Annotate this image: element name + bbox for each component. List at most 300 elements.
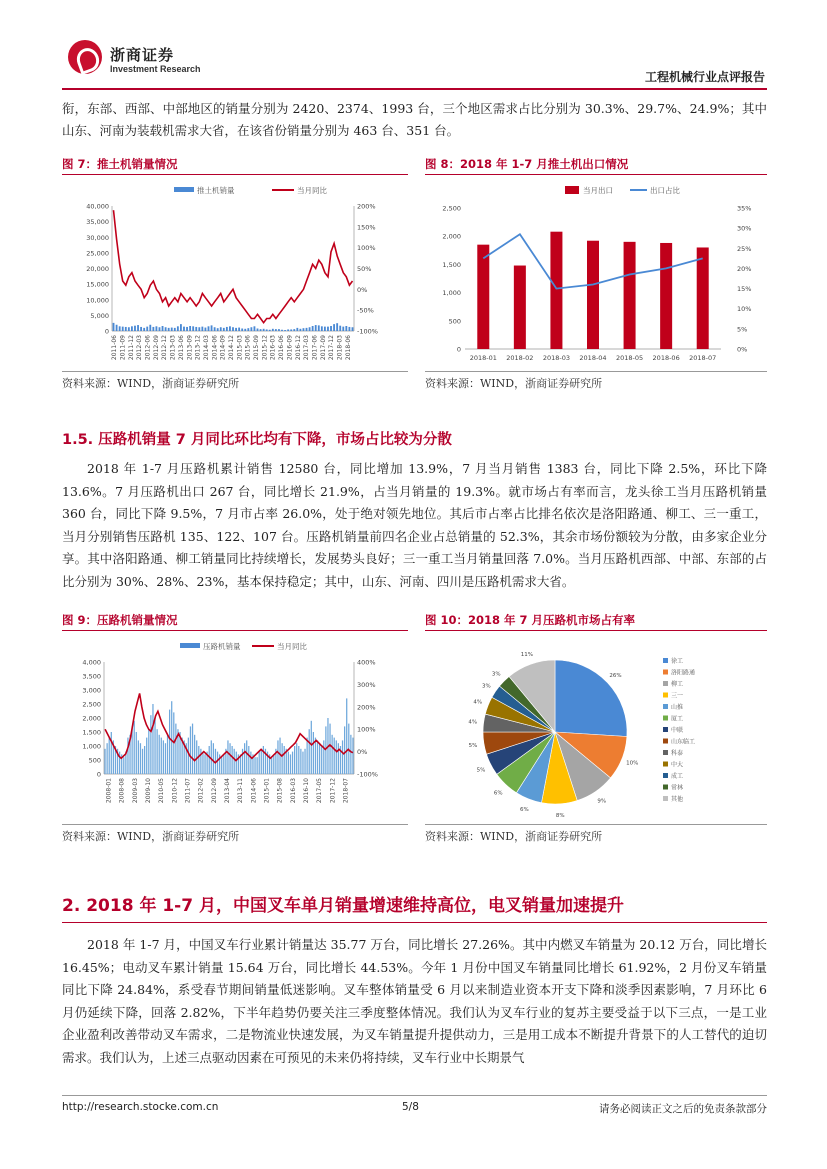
fig10-legend-swatch xyxy=(663,796,668,801)
fig9-bar xyxy=(296,743,297,774)
fig9-bar xyxy=(188,738,189,774)
fig10-slice-pct: 10% xyxy=(626,760,639,767)
fig7-bar xyxy=(250,327,252,331)
fig7-ytick-left: 25,000 xyxy=(86,249,109,258)
fig10-legend-swatch xyxy=(663,693,668,698)
fig7-bar xyxy=(155,326,157,331)
fig9-bar xyxy=(259,752,260,774)
fig7-bar xyxy=(269,330,271,331)
fig9-bar xyxy=(236,752,237,774)
section-2-body: 2018 年 1-7 月，中国叉车行业累计销量达 35.77 万台，同比增长 27.26%。其中内燃叉车销量为 20.12 万台，同比增长 16.45%；电动叉车累计销量 15.64 万台，同比增长 44.53%。今年 1 月份中国叉车销量同比增长 61.92%，2 月份叉车销量同比下降 24.84%，系受春节期间销量低迷影响。叉车整体销量受 6 月以来制造业资本开支下降和淡季因素影响，7 月环比 6 月仍延续下降，回落 2.82%，下半年趋势仍要关注三季度整体情况。我们认为叉车行业的复苏主要受益于以下三点，一是工业企业盈利改善带动叉车需求，二是物流业快速发展，为叉车销量提升提供动力，三是用工成本不断提升背景下的人工替代的迫切需求。我们认为，上述三点驱动因素在可预见的未来仍将持续，叉车行业中长期景气 xyxy=(62,937,767,1065)
fig7-xtick: 2011-12 xyxy=(127,335,135,361)
fig8-legend-line: 出口占比 xyxy=(650,186,680,195)
paragraph-loader: 衔，东部、西部、中部地区的销量分别为 2420、2374、1993 台，三个地区需求占比分别为 30.3%、29.7%、24.9%；其中山东、河南为装载机需求大省，在该省份销量分别为 463 台、351 台。 xyxy=(62,101,767,138)
fig9-xtick: 2010-12 xyxy=(171,778,179,804)
fig8-bar xyxy=(550,232,562,349)
fig9-xtick: 2011-07 xyxy=(184,778,192,804)
fig8-ytick-left: 2,000 xyxy=(442,232,461,241)
fig9-xtick: 2017-12 xyxy=(329,778,337,804)
fig9-xtick: 2008-08 xyxy=(118,778,126,804)
fig7-bar xyxy=(168,328,170,331)
fig9-bar xyxy=(300,749,301,774)
fig9-bar xyxy=(209,746,210,774)
fig7-bar xyxy=(198,327,200,331)
fig7-xtick: 2017-03 xyxy=(303,335,311,361)
fig7-xtick: 2017-06 xyxy=(311,335,319,361)
figure-8-chart xyxy=(425,176,767,372)
fig7-bar xyxy=(260,329,262,331)
fig9-ytick-left: 1,500 xyxy=(82,728,101,737)
fig7-bar xyxy=(137,325,139,331)
fig7-bar xyxy=(303,328,305,331)
fig8-bar xyxy=(514,266,526,349)
fig7-xtick: 2018-06 xyxy=(344,335,352,361)
fig10-legend-swatch xyxy=(663,670,668,675)
fig7-bar xyxy=(238,328,240,331)
fig7-bar xyxy=(186,327,188,331)
figure-10-chart xyxy=(425,632,767,824)
fig9-bar xyxy=(157,729,158,774)
fig7-ytick-right: -100% xyxy=(357,327,378,336)
fig7-bar xyxy=(217,328,219,331)
fig7-bar xyxy=(122,327,124,331)
fig9-xtick: 2015-01 xyxy=(263,778,271,804)
fig9-ytick-left: 3,500 xyxy=(82,672,101,681)
fig7-bar xyxy=(333,324,335,331)
fig9-legend-bar: 压路机销量 xyxy=(203,642,241,651)
fig7-xtick: 2014-03 xyxy=(202,335,210,361)
fig10-legend-swatch xyxy=(663,773,668,778)
fig7-xtick: 2016-09 xyxy=(286,335,294,361)
figure-7-chart xyxy=(62,176,408,372)
fig7-xtick: 2012-09 xyxy=(152,335,160,361)
brand-name-en: Investment Research xyxy=(110,64,201,74)
fig9-bar xyxy=(136,732,137,774)
fig9-bar xyxy=(246,740,247,774)
footer-url[interactable]: http://research.stocke.com.cn xyxy=(62,1101,219,1113)
fig7-ytick-left: 5,000 xyxy=(90,311,109,320)
fig9-bar xyxy=(229,743,230,774)
fig9-bar xyxy=(336,740,337,774)
fig9-bar xyxy=(217,752,218,774)
fig7-bar xyxy=(152,327,154,331)
fig9-bar xyxy=(323,740,324,774)
fig8-ytick-right: 10% xyxy=(737,305,752,314)
fig10-legend-swatch xyxy=(663,704,668,709)
fig7-ytick-right: 150% xyxy=(357,223,376,232)
fig7-bar xyxy=(174,328,176,331)
fig7-xtick: 2013-06 xyxy=(177,335,185,361)
fig7-xtick: 2016-06 xyxy=(278,335,286,361)
fig9-bar xyxy=(227,740,228,774)
fig9-ytick-right: -100% xyxy=(357,770,378,779)
fig7-bar xyxy=(177,326,179,331)
fig9-xtick: 2015-08 xyxy=(276,778,284,804)
footer-page-number: 5/8 xyxy=(402,1101,419,1113)
fig7-xtick: 2011-09 xyxy=(119,335,127,361)
fig10-legend-label: 山推 xyxy=(671,704,684,711)
fig7-bar xyxy=(266,329,268,331)
figure-8-title: 图 8：2018 年 1-7 月推土机出口情况 xyxy=(425,157,629,171)
fig8-legend xyxy=(565,185,680,195)
fig9-bar xyxy=(154,718,155,774)
fig9-legend xyxy=(180,641,307,651)
fig7-ytick-left: 0 xyxy=(104,327,109,336)
fig8-ytick-left: 2,500 xyxy=(442,204,461,213)
fig9-bar xyxy=(161,738,162,774)
fig7-bar xyxy=(226,327,228,331)
fig7-bar xyxy=(306,328,308,331)
fig7-ytick-right: 100% xyxy=(357,244,376,253)
fig9-bar xyxy=(134,721,135,774)
fig9-bar xyxy=(338,743,339,774)
fig8-ytick-left: 1,500 xyxy=(442,260,461,269)
fig7-bar xyxy=(278,329,280,331)
fig9-bar xyxy=(329,724,330,774)
fig8-bar xyxy=(587,241,599,349)
fig9-xtick: 2012-02 xyxy=(197,778,205,804)
fig10-slice-pct: 26% xyxy=(609,673,622,680)
logo-icon xyxy=(68,40,102,74)
report-type: 工程机械行业点评报告 xyxy=(644,70,765,84)
fig7-bar xyxy=(119,326,121,331)
fig9-bar xyxy=(140,743,141,774)
fig9-bar xyxy=(148,729,149,774)
fig10-legend-label: 洛阳路通 xyxy=(671,669,696,677)
fig7-bar xyxy=(247,328,249,331)
fig9-ytick-left: 4,000 xyxy=(82,658,101,667)
fig9-bar xyxy=(334,738,335,774)
fig7-bar xyxy=(189,326,191,331)
fig9-bar xyxy=(192,724,193,774)
fig7-ytick-right: 0% xyxy=(357,285,368,294)
fig10-slice-pct: 11% xyxy=(520,651,534,658)
brand-name-cn: 浙商证券 xyxy=(110,46,175,64)
fig9-bar xyxy=(288,752,289,774)
fig9-bar xyxy=(123,757,124,774)
fig8-ytick-right: 35% xyxy=(737,204,752,213)
fig9-bar xyxy=(292,752,293,774)
fig7-legend-bar: 推土机销量 xyxy=(197,186,235,195)
footer-divider xyxy=(62,1095,767,1096)
fig7-bar xyxy=(143,328,145,331)
fig7-xtick: 2013-09 xyxy=(186,335,194,361)
fig7-ytick-left: 20,000 xyxy=(86,265,109,273)
fig7-bar xyxy=(284,330,286,331)
fig7-bar xyxy=(134,326,136,331)
fig7-bar xyxy=(229,326,231,331)
figure-9-chart xyxy=(62,632,408,824)
fig9-ytick-right: 100% xyxy=(357,725,376,734)
fig8-ytick-left: 1,000 xyxy=(442,289,461,298)
section-1-5-body: 2018 年 1-7 月压路机累计销售 12580 台，同比增加 13.9%，7 月当月销售 1383 台，同比下降 2.5%，环比下降 13.6%。7 月压路机出口 267 台，同比增长 21.9%，占当月销量的 19.3%。就市场占有率而言，龙头徐工当月压路机销量 360 台，同比下降 9.5%，7 月市占率 26.0%，处于绝对领先地位。其后市占率占比排名依次是洛阳路通、柳工、三一重工，当月分别销售压路机 135、122、107 台。压路机销量前四名企业占总销量的 52.3%，其余市场份额较为分散，由多家企业分享。其中洛阳路通、柳工销量同比持续增长，发展势头良好；三一重工当月销量回落 7.0%。当月压路机西部、中部、东部的占比分别为 30%、28%、23%，基本保持稳定；其中，山东、河南、四川是压路机需求大省。 xyxy=(62,461,767,589)
fig7-bar xyxy=(125,327,127,331)
fig7-ytick-left: 15,000 xyxy=(86,280,109,289)
fig9-ytick-left: 2,500 xyxy=(82,700,101,709)
fig9-bar xyxy=(271,757,272,774)
fig9-bar xyxy=(346,698,347,774)
fig7-bar xyxy=(290,329,292,331)
fig8-ytick-right: 30% xyxy=(737,224,752,233)
fig9-bar xyxy=(254,757,255,774)
fig7-bar xyxy=(223,328,225,331)
fig7-bar xyxy=(263,329,265,331)
fig10-slice-pct: 5% xyxy=(476,767,486,774)
fig10-legend-swatch xyxy=(663,727,668,732)
fig8-xtick: 2018-06 xyxy=(652,354,680,362)
fig9-ytick-left: 0 xyxy=(96,770,101,779)
fig9-ytick-left: 1,000 xyxy=(82,742,101,751)
figure-10-source: 资料来源：WIND，浙商证券研究所 xyxy=(425,830,603,843)
fig7-bar xyxy=(339,326,341,331)
fig7-bar xyxy=(296,328,298,331)
figure-9-title: 图 9：压路机销量情况 xyxy=(62,613,178,627)
fig9-bar xyxy=(234,749,235,774)
fig7-bar xyxy=(299,329,301,331)
fig10-legend-label: 成工 xyxy=(671,773,684,780)
fig9-xtick: 2008-01 xyxy=(105,778,113,804)
fig9-xtick: 2018-07 xyxy=(342,778,350,804)
fig8-ytick-right: 0% xyxy=(737,345,748,354)
fig7-bar xyxy=(183,327,185,331)
fig7-bar xyxy=(180,324,182,331)
fig9-bar xyxy=(257,757,258,774)
fig10-slice-pct: 5% xyxy=(468,743,478,749)
fig9-ytick-right: 400% xyxy=(357,658,376,667)
fig7-bar xyxy=(149,325,151,331)
fig7-xtick: 2016-03 xyxy=(269,335,277,361)
fig7-bar xyxy=(220,327,222,331)
fig7-bar xyxy=(257,329,259,332)
fig8-xtick: 2018-05 xyxy=(615,354,644,362)
fig7-xtick: 2015-03 xyxy=(236,335,244,361)
fig10-legend-swatch xyxy=(663,716,668,721)
fig9-bar xyxy=(282,743,283,774)
fig9-xtick: 2009-03 xyxy=(131,778,139,804)
fig9-bar xyxy=(290,754,291,774)
fig7-bar xyxy=(165,327,167,331)
fig10-slice-pct: 4% xyxy=(473,699,483,706)
fig7-ytick-right: -50% xyxy=(357,306,374,315)
fig9-bar xyxy=(169,710,170,774)
figure-7-title: 图 7：推土机销量情况 xyxy=(62,157,178,171)
fig9-bar xyxy=(200,749,201,774)
fig9-bar xyxy=(211,740,212,774)
fig8-bar xyxy=(697,247,709,349)
fig9-bar xyxy=(261,749,262,774)
fig7-xtick: 2014-09 xyxy=(219,335,227,361)
fig7-xtick: 2012-03 xyxy=(136,335,144,361)
fig9-xtick: 2009-10 xyxy=(145,778,153,804)
fig7-ytick-right: 200% xyxy=(357,202,376,211)
figure-7-bottom-rule xyxy=(62,371,408,372)
figure-8-source: 资料来源：WIND，浙商证券研究所 xyxy=(425,377,603,390)
fig7-bar xyxy=(312,326,314,331)
fig9-ytick-right: 200% xyxy=(357,703,376,712)
fig10-slice xyxy=(555,660,627,737)
fig8-bar xyxy=(624,242,636,349)
footer-disclaimer: 请务必阅读正文之后的免责条款部分 xyxy=(599,1103,767,1115)
fig8-xtick: 2018-01 xyxy=(469,354,497,362)
fig9-bar xyxy=(190,726,191,774)
fig10-slice-pct: 8% xyxy=(555,812,565,819)
fig7-bar xyxy=(128,327,130,331)
fig7-legend-bar-swatch xyxy=(174,187,194,192)
fig9-legend-line: 当月同比 xyxy=(277,642,307,651)
fig10-legend-swatch xyxy=(663,785,668,790)
fig9-bar xyxy=(198,746,199,774)
fig9-xtick: 2016-03 xyxy=(289,778,297,804)
fig9-bar xyxy=(104,749,105,774)
figure-9-bottom-rule xyxy=(62,824,408,825)
fig7-bar xyxy=(232,327,234,331)
fig7-bar xyxy=(131,326,133,331)
fig10-legend-swatch xyxy=(663,762,668,767)
fig10-legend-label: 柳工 xyxy=(671,681,684,688)
fig10-legend-swatch xyxy=(663,750,668,755)
fig9-bar xyxy=(307,738,308,774)
fig9-bar xyxy=(232,746,233,774)
fig7-bar xyxy=(244,329,246,331)
fig9-ytick-left: 500 xyxy=(88,756,101,765)
fig10-legend-label: 三一 xyxy=(671,692,684,700)
fig10-slice-pct: 6% xyxy=(520,807,529,814)
fig9-bar xyxy=(111,732,112,774)
section-1-5-heading: 1.5. 压路机销量 7 月同比环比均有下降，市场占比较为分散 xyxy=(62,432,452,448)
fig8-xtick: 2018-02 xyxy=(506,354,534,362)
fig10-legend-label: 中联 xyxy=(671,727,684,734)
fig7-bar xyxy=(162,326,164,331)
fig10-legend-label: 其他 xyxy=(671,796,684,803)
figure-8-bottom-rule xyxy=(425,371,767,372)
fig7-bar xyxy=(336,323,338,331)
fig9-bar xyxy=(221,757,222,774)
fig10-legend-label: 厦工 xyxy=(671,715,684,723)
fig9-xtick: 2012-09 xyxy=(210,778,218,804)
fig9-bar xyxy=(204,754,205,774)
fig7-bar xyxy=(211,325,213,331)
fig9-ytick-right: 0% xyxy=(357,748,368,757)
fig7-xtick: 2016-12 xyxy=(294,335,302,361)
fig10-legend-label: 山东临工 xyxy=(671,738,696,746)
fig7-xtick: 2014-12 xyxy=(228,335,235,361)
fig7-bar xyxy=(254,326,256,331)
fig7-bar xyxy=(116,325,118,331)
fig8-xtick: 2018-04 xyxy=(579,354,607,362)
fig8-xtick: 2018-03 xyxy=(542,354,571,362)
fig9-bar xyxy=(277,740,278,774)
fig7-xtick: 2015-12 xyxy=(261,335,269,361)
fig7-bar xyxy=(146,327,148,331)
fig7-bar xyxy=(272,329,274,331)
fig8-bar xyxy=(477,245,489,349)
fig7-bar xyxy=(171,328,173,331)
figure-10-bottom-rule xyxy=(425,824,767,825)
fig8-xtick: 2018-07 xyxy=(689,354,717,362)
fig7-bar xyxy=(159,327,161,331)
fig10-slice-pct: 9% xyxy=(597,798,607,805)
fig9-bar xyxy=(313,732,314,774)
fig7-ytick-right: 50% xyxy=(357,265,372,273)
fig7-bar xyxy=(330,326,332,331)
figure-10-rule xyxy=(425,630,767,631)
fig10-slice-pct: 3% xyxy=(482,683,491,690)
fig9-bar xyxy=(302,752,303,774)
fig7-xtick: 2014-06 xyxy=(211,335,219,361)
fig7-bar xyxy=(327,327,329,331)
fig7-ytick-left: 40,000 xyxy=(86,202,109,211)
fig9-bar xyxy=(311,721,312,774)
fig7-bar xyxy=(201,327,203,331)
fig9-bar xyxy=(309,729,310,774)
fig7-bar xyxy=(345,326,347,331)
fig7-bar xyxy=(342,327,344,331)
fig8-ytick-left: 0 xyxy=(456,345,461,354)
fig9-bar xyxy=(294,746,295,774)
fig9-ytick-left: 2,000 xyxy=(82,714,101,723)
fig9-bar xyxy=(250,752,251,774)
section-2-heading: 2. 2018 年 1-7 月，中国叉车单月销量增速维持高位，电叉销量加速提升 xyxy=(62,896,624,916)
fig9-bar xyxy=(298,746,299,774)
fig9-bar xyxy=(159,735,160,774)
fig9-bar xyxy=(332,735,333,774)
fig7-xtick: 2012-12 xyxy=(161,335,169,361)
fig9-bar xyxy=(146,738,147,774)
fig10-legend-swatch xyxy=(663,658,668,663)
fig7-legend-line: 当月同比 xyxy=(297,186,327,195)
fig9-bar xyxy=(152,704,153,774)
fig7-bar xyxy=(208,326,210,331)
fig9-bar xyxy=(202,752,203,774)
fig10-legend-swatch xyxy=(663,739,668,744)
section-2-rule xyxy=(62,922,767,923)
fig7-bar xyxy=(275,329,277,331)
fig7-bar xyxy=(281,330,283,331)
fig9-bar xyxy=(167,735,168,774)
fig9-bar xyxy=(273,754,274,774)
fig7-bar xyxy=(195,327,197,331)
fig9-bar xyxy=(342,740,343,774)
fig7-bar xyxy=(324,327,326,331)
fig9-bar xyxy=(109,738,110,774)
fig9-bar xyxy=(248,746,249,774)
fig7-bar xyxy=(293,329,295,331)
fig9-ytick-left: 3,000 xyxy=(82,686,101,695)
fig8-bar xyxy=(660,243,672,349)
fig9-bar xyxy=(213,743,214,774)
fig7-bar xyxy=(192,326,194,331)
fig9-bar xyxy=(350,735,351,774)
fig9-xtick: 2014-06 xyxy=(250,778,258,804)
fig10-legend-label: 中大 xyxy=(671,761,684,769)
fig9-ytick-right: 300% xyxy=(357,680,376,689)
figure-7-rule xyxy=(62,174,408,175)
fig9-bar xyxy=(175,724,176,774)
fig7-ytick-left: 30,000 xyxy=(86,233,109,242)
fig10-slice-pct: 4% xyxy=(468,719,478,726)
fig7-xtick: 2012-06 xyxy=(144,335,152,361)
fig9-bar xyxy=(138,740,139,774)
figure-10-title: 图 10：2018 年 7 月压路机市场占有率 xyxy=(425,613,636,627)
fig7-bar xyxy=(348,327,350,331)
fig9-xtick: 2017-05 xyxy=(316,778,324,804)
fig9-xtick: 2013-11 xyxy=(237,778,245,804)
fig10-slice-pct: 3% xyxy=(491,671,501,678)
fig8-ytick-right: 25% xyxy=(737,244,752,253)
figure-9-source: 资料来源：WIND，浙商证券研究所 xyxy=(62,830,240,843)
fig9-xtick: 2013-04 xyxy=(224,778,231,804)
fig9-bar xyxy=(163,740,164,774)
